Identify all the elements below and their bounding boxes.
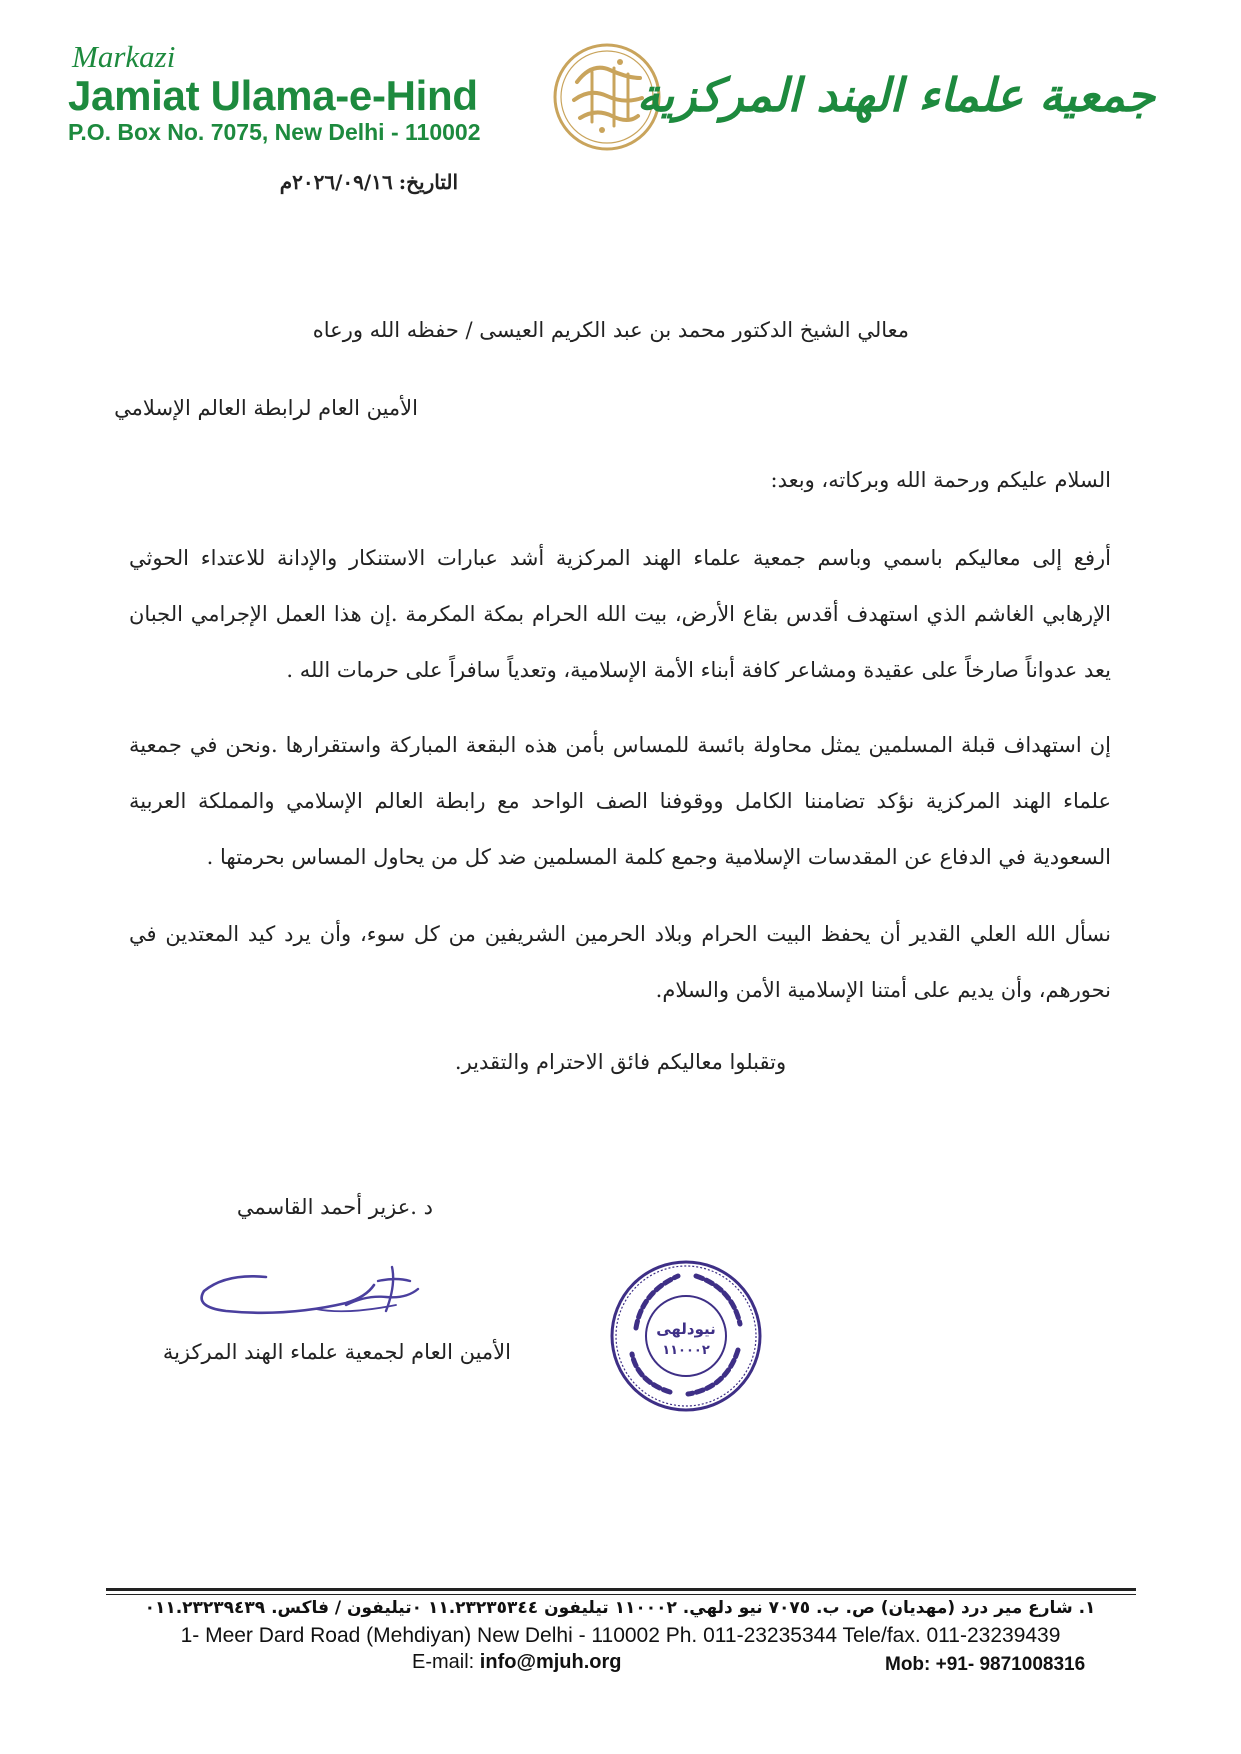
letterhead-arabic (636, 50, 1155, 140)
body-paragraph: أرفع إلى معاليكم باسمي وباسم جمعية علماء الهند المركزية أشد عبارات الاستنكار والإدانة للاعتداء الحوثي الإرهابي الغاشم الذي استهدف أقدس بقاع الأرض، بيت الله الحرام بمكة المكرمة .إن هذا العمل الإجرامي الجبان يعد عدواناً صارخاً على عقيدة ومشاعر كافة أبناء الأمة الإسلامية، وتعدياً سافراً على حرمات الله . (129, 546, 1111, 682)
body-paragraph: إن استهداف قبلة المسلمين يمثل محاولة بائسة للمساس بأمن هذه البقعة المباركة واستقرارها .ونحن في جمعية علماء الهند المركزية نؤكد تضامننا الكامل ووقوفنا الصف الواحد مع رابطة العالم الإسلامي والمملكة العربية السعودية في الدفاع عن المقدسات الإسلامية وجمع كلمة المسلمين ضد كل من يحاول المساس بحرمتها . (129, 733, 1111, 869)
footer-divider (106, 1588, 1136, 1591)
footer-address-arabic: ١. شارع مير درد (مهديان) ص. ب. ٧٠٧٥ نيو دلهي. ١١٠٠٠٢ تيليفون ١١.٢٣٢٣٥٣٤٤ ٠تيليفون / فاكس. ٠١١.٢٣٢٣٩٤٣٩ (144, 1598, 1096, 1618)
addressee-title: الأمين العام لرابطة العالم الإسلامي (114, 396, 418, 420)
email-label: E-mail: (412, 1651, 475, 1673)
org-name: Jamiat Ulama-e-Hind (68, 72, 478, 119)
body-paragraph: نسأل الله العلي القدير أن يحفظ البيت الحرام وبلاد الحرمين الشريفين من كل سوء، وأن يرد كيد المعتدين في نحورهم، وأن يديم على أمتنا الإسلامية الأمن والسلام. (129, 922, 1111, 1002)
closing-line: وتقبلوا معاليكم فائق الاحترام والتقدير. (454, 1050, 787, 1074)
email-address[interactable]: info@mjuh.org (479, 1651, 622, 1673)
addressee-name: معالي الشيخ الدكتور محمد بن عبد الكريم العيسى / حفظه الله ورعاه (312, 318, 909, 342)
org-name-arabic: جمعية علماء الهند المركزية (636, 68, 1155, 122)
signer-name: د .عزير أحمد القاسمي (236, 1195, 433, 1219)
date-label: التاريخ: (398, 170, 458, 194)
greeting: السلام عليكم ورحمة الله وبركاته، وبعد: (770, 468, 1111, 492)
seal-center-number: ١١٠٠٠٢ (662, 1343, 710, 1358)
official-seal-stamp (608, 1258, 764, 1414)
handwritten-signature (196, 1255, 436, 1335)
letterhead-english (68, 40, 528, 146)
signer-title: الأمين العام لجمعية علماء الهند المركزية (162, 1340, 511, 1364)
footer-address-english: 1- Meer Dard Road (Mehdiyan) New Delhi - 110002 Ph. 011-23235344 Tele/fax. 011-23239439 (180, 1624, 1061, 1647)
seal-center-text: نيودلهى (656, 1320, 716, 1338)
footer-email (412, 1651, 622, 1674)
org-markazi: Markazi (72, 39, 176, 74)
footer-mobile: Mob: +91- 9871008316 (885, 1654, 1086, 1675)
org-po-box: P.O. Box No. 7075, New Delhi - 110002 (68, 119, 481, 145)
letter-date (128, 170, 458, 194)
footer-divider-thin (106, 1594, 1136, 1595)
date-value: ٢٠٢٦/٠٩/١٦م (279, 170, 393, 194)
